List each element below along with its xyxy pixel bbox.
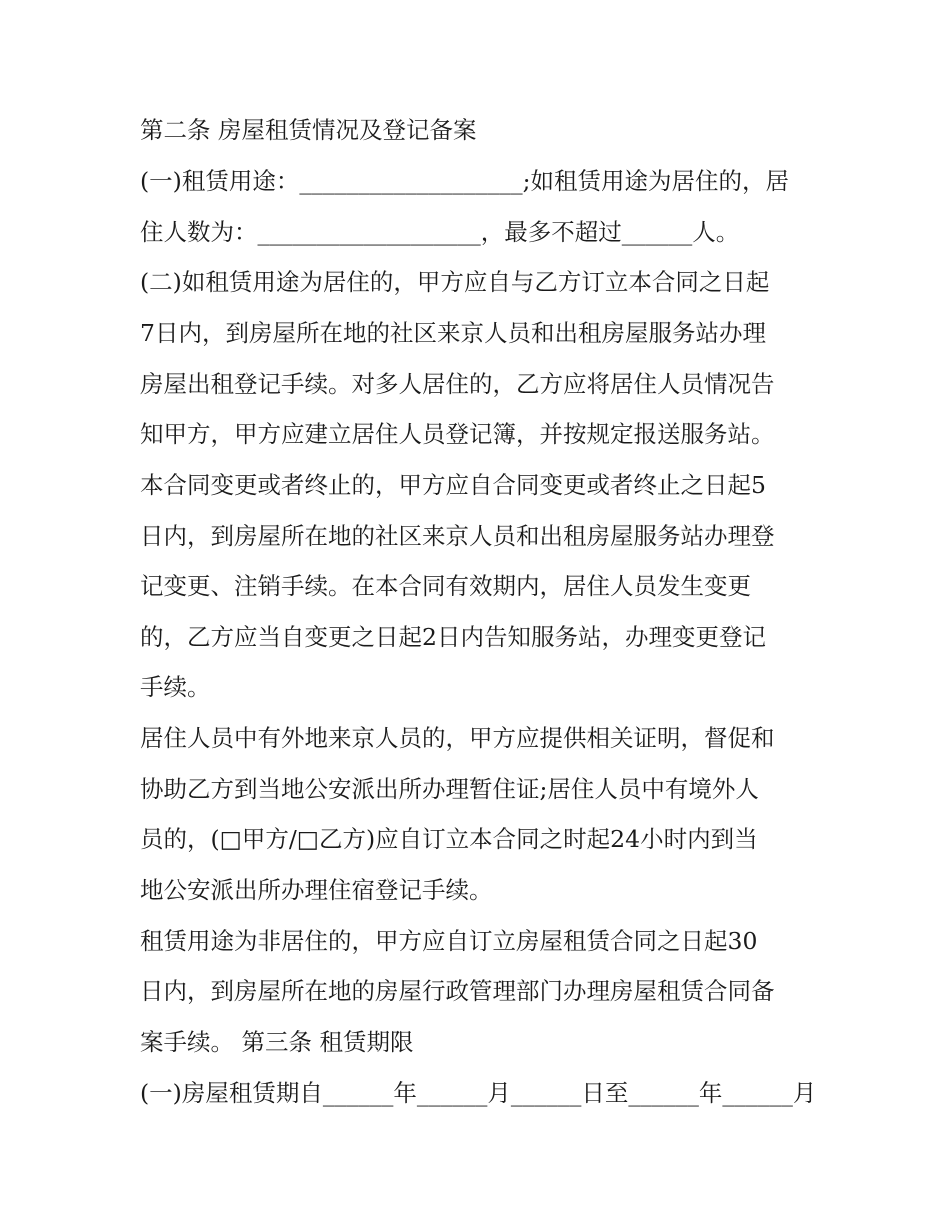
text-line: 知甲方，甲方应建立居住人员登记簿，并按规定报送服务站。 — [140, 420, 775, 448]
text-line: 地公安派出所办理住宿登记手续。 — [140, 876, 493, 904]
text-line: 日内，到房屋所在地的房屋行政管理部门办理房屋租赁合同备 — [140, 977, 775, 1005]
text-line: 手续。 — [140, 673, 211, 701]
text-line: (一)租赁用途：___________________;如租赁用途为居住的，居 — [140, 167, 790, 195]
text-line: 案手续。 第三条 租赁期限 — [140, 1028, 414, 1056]
text-line: 第二条 房屋租赁情况及登记备案 — [140, 116, 477, 144]
text-line: 记变更、注销手续。在本合同有效期内，居住人员发生变更 — [140, 572, 751, 600]
text-line: 租赁用途为非居住的，甲方应自订立房屋租赁合同之日起30 — [140, 927, 758, 955]
text-line: 员的，(□甲方/□乙方)应自订立本合同之时起24小时内到当 — [140, 825, 758, 853]
text-line: (一)房屋租赁期自______年______月______日至______年______月 — [140, 1079, 817, 1107]
text-line: 协助乙方到当地公安派出所办理暂住证;居住人员中有境外人 — [140, 775, 759, 803]
text-line: 日内，到房屋所在地的社区来京人员和出租房屋服务站办理登 — [140, 522, 775, 550]
text-line: 的，乙方应当自变更之日起2日内告知服务站，办理变更登记 — [140, 623, 766, 651]
text-line: 居住人员中有外地来京人员的，甲方应提供相关证明，督促和 — [140, 724, 775, 752]
text-line: 房屋出租登记手续。对多人居住的，乙方应将居住人员情况告 — [140, 370, 775, 398]
text-line: 本合同变更或者终止的，甲方应自合同变更或者终止之日起5 — [140, 471, 766, 499]
text-line: (二)如租赁用途为居住的，甲方应自与乙方订立本合同之日起 — [140, 268, 770, 296]
text-line: 住人数为：___________________，最多不超过______人。 — [140, 218, 740, 246]
text-line: 7日内，到房屋所在地的社区来京人员和出租房屋服务站办理 — [140, 319, 766, 347]
